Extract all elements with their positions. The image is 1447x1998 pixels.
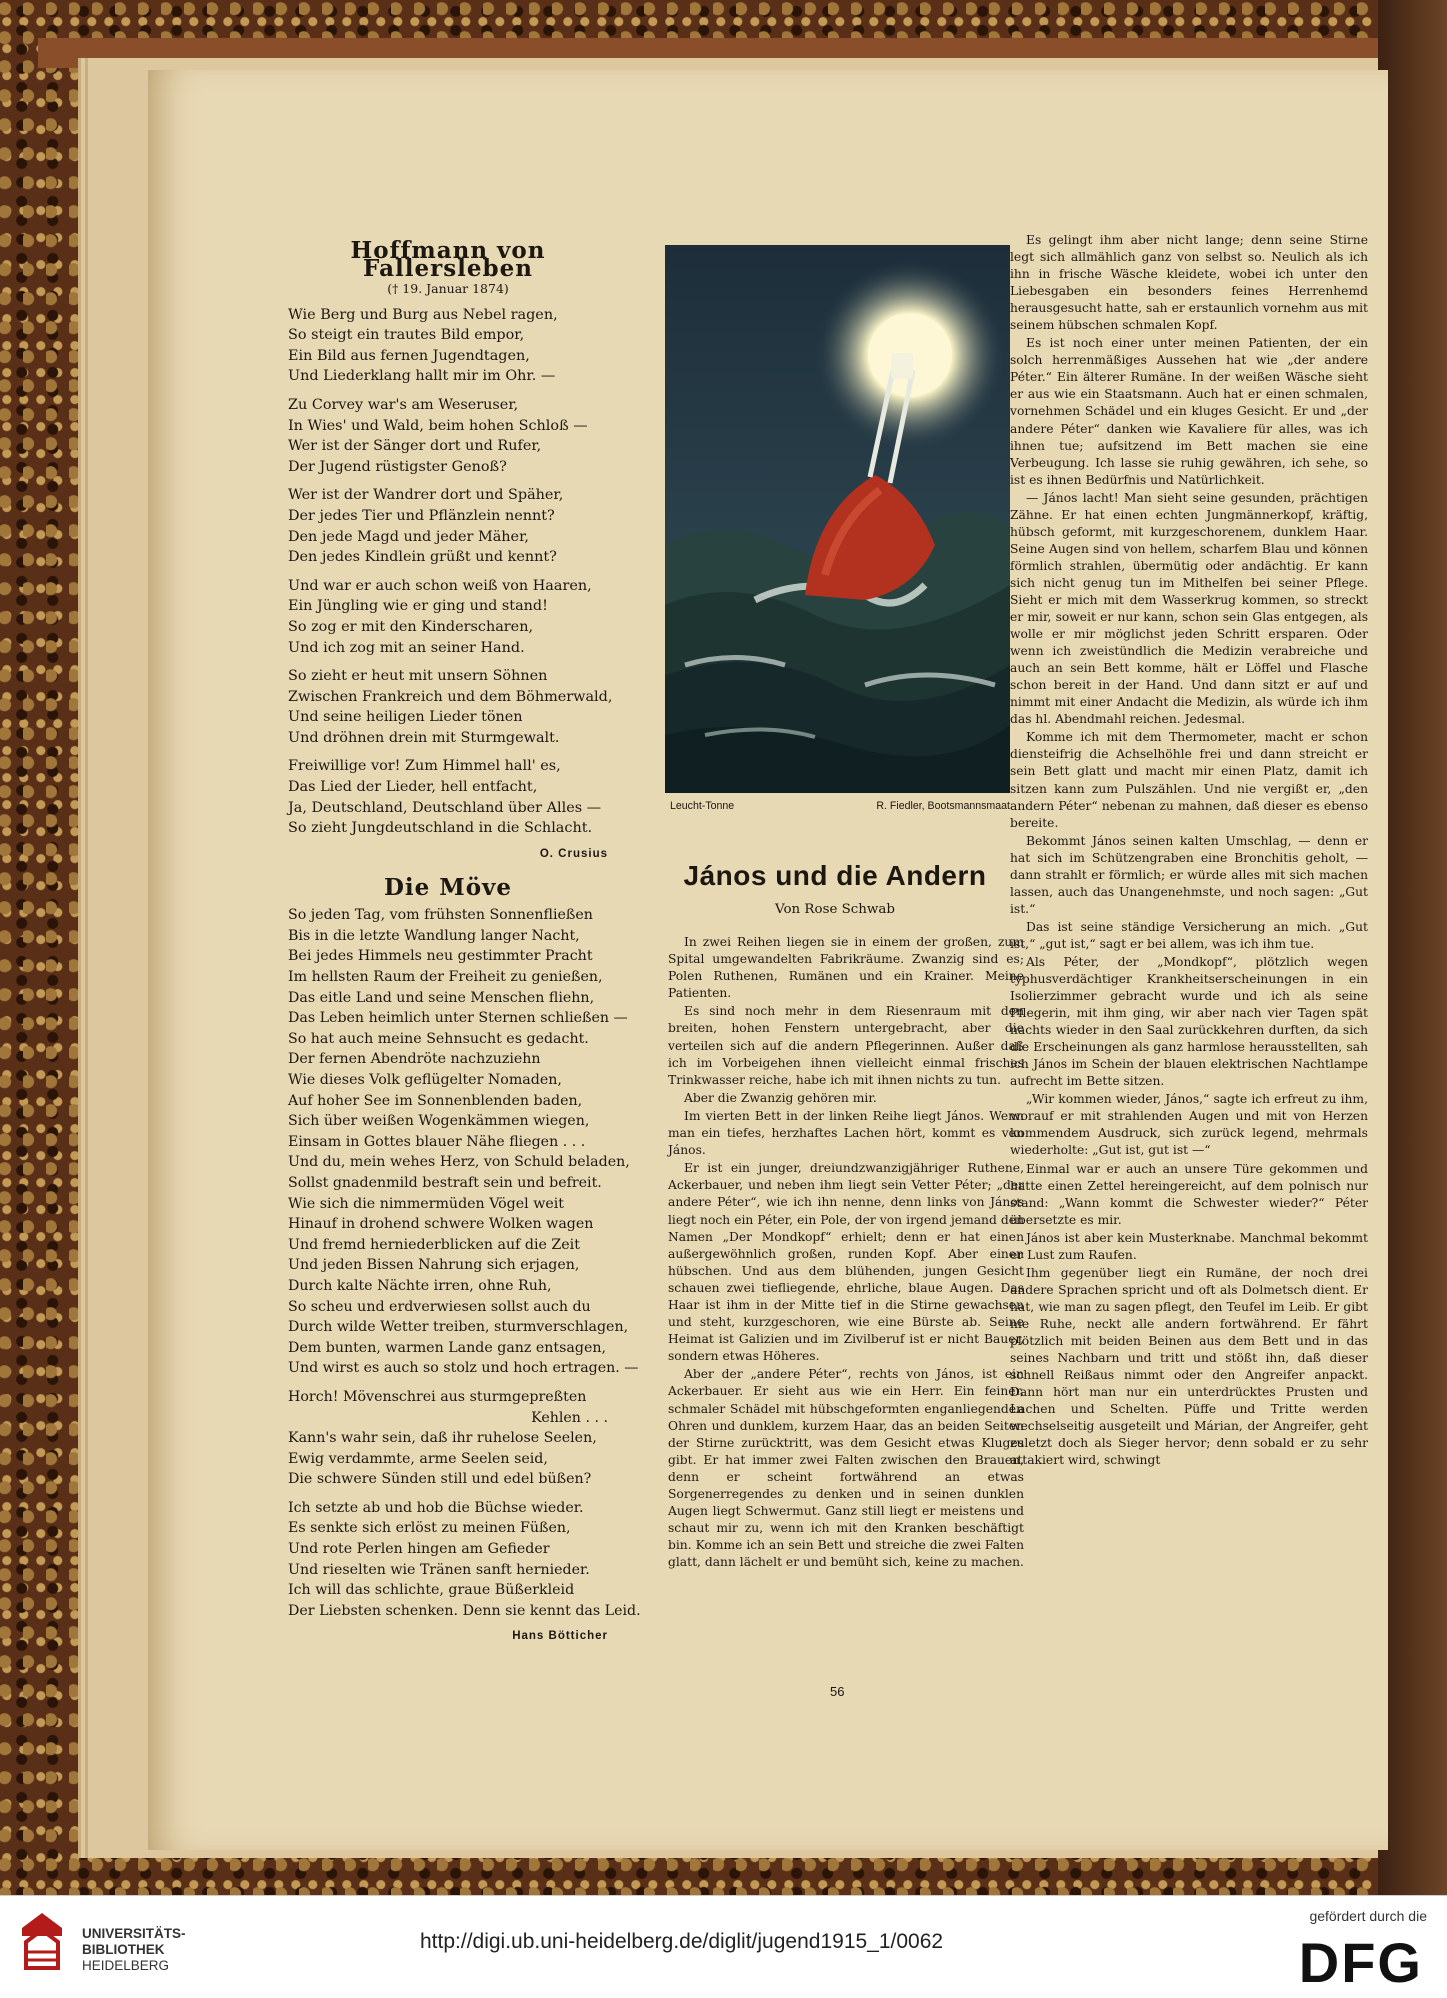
verse-line: Ein Bild aus fernen Jugendtagen, (288, 347, 530, 364)
verse-line: So jeden Tag, vom frühsten Sonnenfließen (288, 907, 593, 924)
uni-line-2: BIBLIOTHEK (82, 1942, 165, 1957)
caption-title: Leucht-Tonne (670, 800, 735, 812)
story-paragraph: Im vierten Bett in der linken Reihe liegt János. Wenn man ein tiefes, herzhaftes Lachen hört, kommt es von János. (668, 1108, 1024, 1158)
story-paragraph: Komme ich mit dem Thermometer, macht er schon diensteifrig die Achselhöhle frei und dann streicht er sein Bett glatt und macht mir einen Platz, damit ich sitzen kann zum Pulszählen. Und nie vergißt er, „den andern Péter“ nebenan zu mahnen, daß dieser es ebenso bereite. (1010, 730, 1368, 830)
story-paragraph: In zwei Reihen liegen sie in einem der großen, zum Spital umgewandelten Fabrikräume. Zwanzig sind es; Polen Ruthenen, Rumänen und ein Krainer. Meine Patienten. (668, 935, 1024, 1001)
verse-line: Im hellsten Raum der Freiheit zu genießen, (288, 969, 603, 986)
story-paragraph: Einmal war er auch an unsere Türe gekommen und hatte einen Zettel hereingereicht, auf dem polnisch nur stand: „Wann kommt die Schwester wieder?“ Péter übersetzte es mir. (1010, 1161, 1368, 1227)
university-logo-icon[interactable] (12, 1908, 72, 1988)
story-paragraph: Ihm gegenüber liegt ein Rumäne, der noch drei andere Sprachen spricht und oft als Dolmetsch dient. Er hat, wie man zu sagen pflegt, den Teufel im Leib. Er gibt nie Ruhe, neckt alle andern fortwährend. Er fährt plötzlich mit beiden Beinen aus dem Bett und in das seines Nachbarn und tritt und stößt ihn, daß dieser schnell Reißaus nimmt oder den Angreifer anpackt. Dann hört man nur ein unterdrücktes Prusten und Lachen und Schelten. Püffe und Tritte werden wechselseitig ausgeteilt und Márian, der Angreifer, geht zuletzt doch als Sieger hervor; denn sobald er zu sehr attakiert wird, schwingt (1010, 1265, 1368, 1468)
verse-line: Durch kalte Nächte irren, ohne Ruh, (288, 1277, 552, 1294)
verse-line: Und war er auch schon weiß von Haaren, (288, 577, 592, 594)
verse-line: Den jedes Kindlein grüßt und kennt? (288, 549, 557, 566)
verse-line: Der fernen Abendröte nachzuziehn (288, 1051, 541, 1068)
story-column-right (1010, 232, 1368, 1470)
verse-line: Die schwere Sünden still und edel büßen? (288, 1471, 592, 1488)
verse-line: So zog er mit den Kinderscharen, (288, 618, 534, 635)
verse-line: So hat auch meine Sehnsucht es gedacht. (288, 1030, 589, 1047)
verse-line: Kehlen . . . (531, 1409, 608, 1426)
verse-line: Das eitle Land und seine Menschen fliehn, (288, 989, 595, 1006)
verse-line: Ja, Deutschland, Deutschland über Alles — (288, 799, 602, 816)
verse-line: Ich will das schlichte, graue Büßerkleid (288, 1582, 575, 1599)
stanza (288, 1387, 608, 1490)
verse-line: Bis in die letzte Wandlung langer Nacht, (288, 927, 580, 944)
verse-line: Der jedes Tier und Pflänzlein nennt? (288, 507, 555, 524)
poem-column (288, 237, 641, 1646)
poem2-author: Hans Bötticher (512, 1630, 608, 1643)
funded-by-label: gefördert durch die (1309, 1908, 1427, 1924)
verse-line: Und rieselten wie Tränen sanft hernieder. (288, 1561, 590, 1578)
story-paragraph: Er ist ein junger, dreiundzwanzigjähriger Ruthene, Ackerbauer, und neben ihm liegt sein Vetter Péter; „der andere Péter“, wie ich ihn nenne, denn links von János liegt noch ein Péter, ein Pole, der von irgend jemand den Namen „Der Mondkopf“ erhielt; denn er hat einen außergewöhnlich großen, runden Kopf. Aber einen hübschen. Und aus dem blühenden, jungen Gesicht schauen zwei tiefliegende, ehrliche, blaue Augen. Das Haar ist ihm in der Mitte tief in die Stirne gewachsen und steht, kurzgeschoren, wie eine Bürste ab. Seine Heimat ist Galizien und im Zivilberuf ist er nicht Bauer, sondern etwas Höheres. (668, 1161, 1024, 1364)
verse-line: Sich über weißen Wogenkämmen wiegen, (288, 1113, 590, 1130)
figure-caption (670, 800, 1010, 812)
verse-line: Horch! Mövenschrei aus sturmgepreßten (288, 1388, 587, 1405)
verse-line: Der Liebsten schenken. Denn sie kennt das Leid. (288, 1602, 641, 1619)
story-column-middle (668, 934, 1024, 1572)
verse-line: Ein Jüngling wie er ging und stand! (288, 598, 548, 615)
verse-line: Es senkte sich erlöst zu meinen Füßen, (288, 1520, 571, 1537)
verse-line: Und ich zog mit an seiner Hand. (288, 639, 525, 656)
verse-line: Und rote Perlen hingen am Gefieder (288, 1541, 550, 1558)
verse-line: So scheu und erdverwiesen sollst auch du (288, 1298, 591, 1315)
verse-line: In Wies' und Wald, beim hohen Schloß — (288, 417, 588, 434)
verse-line: Wie sich die nimmermüden Vögel weit (288, 1195, 564, 1212)
verse-line: Wer ist der Wandrer dort und Späher, (288, 487, 564, 504)
verse-line: Das Lied der Lieder, hell entfacht, (288, 779, 538, 796)
stanza (288, 756, 608, 838)
story-paragraph: Das ist seine ständige Versicherung an mich. „Gut ist,“ „gut ist,“ sagt er bei allem, was ich ihm tue. (1010, 919, 1368, 951)
university-name[interactable] (82, 1926, 186, 1974)
story-paragraph: János ist aber kein Musterknabe. Manchmal bekommt er Lust zum Raufen. (1010, 1230, 1368, 1262)
stanza (288, 395, 608, 477)
verse-line: Auf hoher See im Sonnenblenden baden, (288, 1092, 583, 1109)
story-byline: Von Rose Schwab (775, 902, 895, 917)
verse-line: Bei jedes Himmels neu gestimmter Pracht (288, 948, 593, 965)
story-paragraph: Aber die Zwanzig gehören mir. (683, 1090, 877, 1105)
poem2-body (288, 905, 641, 1621)
verse-line: Ich setzte ab und hob die Büchse wieder. (288, 1499, 584, 1516)
stanza (288, 305, 608, 387)
verse-line: So zieht Jungdeutschland in die Schlacht. (288, 820, 593, 837)
verse-line: Kann's wahr sein, daß ihr ruhelose Seelen, (288, 1430, 597, 1447)
verse-line: Und Liederklang hallt mir im Ohr. — (288, 368, 556, 385)
verse-line: Zwischen Frankreich und dem Böhmerwald, (288, 688, 613, 705)
poem2-title: Die Möve (383, 874, 513, 902)
verse-line: Durch wilde Wetter treiben, sturmverschlagen, (288, 1319, 629, 1336)
verse-line: Wie Berg und Burg aus Nebel ragen, (288, 306, 558, 323)
verse-line: Zu Corvey war's am Weseruser, (288, 396, 519, 413)
story-paragraph: Bekommt János seinen kalten Umschlag, — denn er hat sich im Schützengraben eine Bronchitis geholt, — dann strahlt er förmlich; er würde alles mit sich machen lassen, auch das Unangenehmste, und noch sagen: „Gut ist.“ (1010, 833, 1368, 916)
verse-line: Hinauf in drohend schwere Wolken wagen (288, 1216, 594, 1233)
stanza (288, 905, 639, 1379)
story-paragraph: Es gelingt ihm aber nicht lange; denn seine Stirne legt sich allmählich ganz von selbst so. Neulich als ich ihn in frische Wäsche kleidete, wobei ich unter den Liebesgaben ein besonders feines Herrenhemd herausgesucht hatte, sah er erstaunlich vornehm aus mit seinem hübschen schmalen Kopf. (1010, 233, 1368, 333)
story-paragraph: — János lacht! Man sieht seine gesunden, prächtigen Zähne. Er hat einen echten Jungmännerkopf, kräftig, hübsch geformt, mit kurzgeschorenem, dunklem Haar. Seine Augen sind von hellem, scharfem Blau und können förmlich strahlen, übermütig oder andächtig. Er kann sich nicht genug tun im Mithelfen bei seiner Pflege. Sieht er mich mit dem Wasserkrug kommen, so streckt er mir, soweit er nur kann, schon sein Glas entgegen, als wolle er mir möglichst jeden Schritt ersparen. Oder wenn ich zweistündlich die Medizin verabreiche und auch an sein Bett komme, hält er Löffel und Flasche schon bereit in der Hand. Und dann sitzt er auf und nimmt mit einer Andacht die Medizin, als würde ich ihm das hl. Abendmahl reichen. Jedesmal. (1010, 490, 1368, 727)
story-paragraph: Es ist noch einer unter meinen Patienten, der ein solch herrenmäßiges Aussehen hat wie „der andere Péter.“ Ein älterer Rumäne. In der weißen Wäsche sieht er aus wie ein Staatsmann. Auch hat er einen schmalen, vornehmen Schädel und ein kluges Gesicht. Er und „der andere Péter“ danken wie Kavaliere für alles, was ich ihnen tue; aufsitzend im Bett machen sie eine Verbeugung. Ich lasse sie ruhig gewähren, ich sehe, so ist es ihnen Bedürfnis und Natürlichkeit. (1010, 336, 1368, 487)
verse-line: Das Leben heimlich unter Sternen schließen — (288, 1010, 628, 1027)
verse-line: Einsam in Gottes blauer Nähe fliegen . . . (288, 1133, 586, 1150)
poem1-author: O. Crusius (539, 847, 608, 860)
verse-line: Wer ist der Sänger dort und Rufer, (288, 438, 542, 455)
verse-line: Und fremd herniederblicken auf die Zeit (288, 1236, 580, 1253)
verse-line: So steigt ein trautes Bild empor, (288, 327, 525, 344)
story-paragraph: Es sind noch mehr in dem Riesenraum mit den breiten, hohen Fenstern untergebracht, aber die verteilen sich auf die andern Pflegerinnen. Außer daß ich im Vorbeigehen ihnen vielleicht einmal frisches Trinkwasser reiche, habe ich mit ihnen nichts zu tun. (668, 1004, 1024, 1087)
verse-line: Den jede Magd und jeder Mäher, (288, 528, 529, 545)
book-edge (1378, 0, 1447, 1895)
stanza (288, 485, 608, 567)
story-paragraph: Als Péter, der „Mondkopf“, plötzlich wegen typhusverdächtiger Krankheitserscheinungen in ein Isolierzimmer gebracht wurde und ich als seine Pflegerin, mit ihm ging, wir aber nach vier Tagen spät nachts wieder in den Saal zurückkehren durften, da sich die Erscheinungen als ganz harmlose herausstellten, sah ich János im Schein der blauen elektrischen Nachtlampe aufrecht im Bette sitzen. (1010, 954, 1368, 1089)
stanza (288, 1498, 641, 1622)
verse-line: So zieht er heut mit unsern Söhnen (288, 668, 548, 685)
verse-line: Und wirst es auch so stolz und hoch ertragen. — (288, 1360, 639, 1377)
verse-line: Dem bunten, warmen Lande ganz entsagen, (288, 1339, 606, 1356)
verse-line: Freiwillige vor! Zum Himmel hall' es, (288, 758, 561, 775)
verse-line: Ewig verdammte, arme Seelen seid, (288, 1450, 548, 1467)
story-paragraph: „Wir kommen wieder, János,“ sagte ich erfreut zu ihm, worauf er mit strahlenden Augen und mit von Herzen kommendem Ausdruck, sich zurück legend, mehrmals wiederholte: „Gut ist, gut ist —“ (1010, 1092, 1368, 1158)
stanza (288, 576, 608, 658)
stanza (288, 666, 613, 748)
story-title: János und die Andern (683, 860, 987, 891)
uni-line-3: HEIDELBERG (82, 1958, 170, 1973)
poem1-body (288, 305, 613, 839)
verse-line: Und du, mein wehes Herz, von Schuld beladen, (288, 1154, 630, 1171)
page-number: 56 (830, 1684, 845, 1699)
dfg-logo[interactable]: DFG (1298, 1931, 1423, 1994)
story-paragraph: Aber der „andere Péter“, rechts von János, ist ein Ackerbauer. Er sieht aus wie ein Herr. Ein feiner, schmaler Schädel mit hübschgeformten enganliegenden Ohren und dunklem, kurzem Haar, das an beiden Seiten der Stirne zurücktritt, was dem Gesicht etwas Kluges gibt. Er hat immer zwei Falten zwischen den Brauen, denn er scheint fortwährend an etwas Sorgenerregendes zu denken und in seinen dunklen Augen liegt Schwermut. Ganz still liegt er meistens und schaut mir zu, wenn ich mit den Kranken beschäftigt bin. Komme ich an sein Bett und streiche die zwei Falten glatt, dann lächelt er und bemüht sich, keine zu machen. (668, 1367, 1024, 1570)
verse-line: Und seine heiligen Lieder tönen (288, 709, 523, 726)
permalink-url[interactable]: http://digi.ub.uni-heidelberg.de/diglit/jugend1915_1/0062 (420, 1930, 944, 1953)
verse-line: Wie dieses Volk geflügelter Nomaden, (288, 1072, 562, 1089)
caption-artist: R. Fiedler, Bootsmannsmaat (876, 800, 1010, 812)
poem1-title: Hoffmann von Fallersleben (350, 237, 546, 283)
poem1-date: († 19. Januar 1874) (387, 281, 509, 297)
viewer-footer (0, 1895, 1447, 1998)
uni-line-1: UNIVERSITÄTS- (82, 1926, 186, 1941)
verse-line: Sollst gnadenmild bestraft sein und befreit. (288, 1174, 602, 1191)
verse-line: Der Jugend rüstigster Genoß? (288, 458, 507, 475)
verse-line: Und dröhnen drein mit Sturmgewalt. (288, 729, 560, 746)
verse-line: Und jeden Bissen Nahrung sich erjagen, (288, 1257, 580, 1274)
buoy-painting-icon (665, 245, 1010, 793)
buoy-painting (665, 245, 1010, 793)
